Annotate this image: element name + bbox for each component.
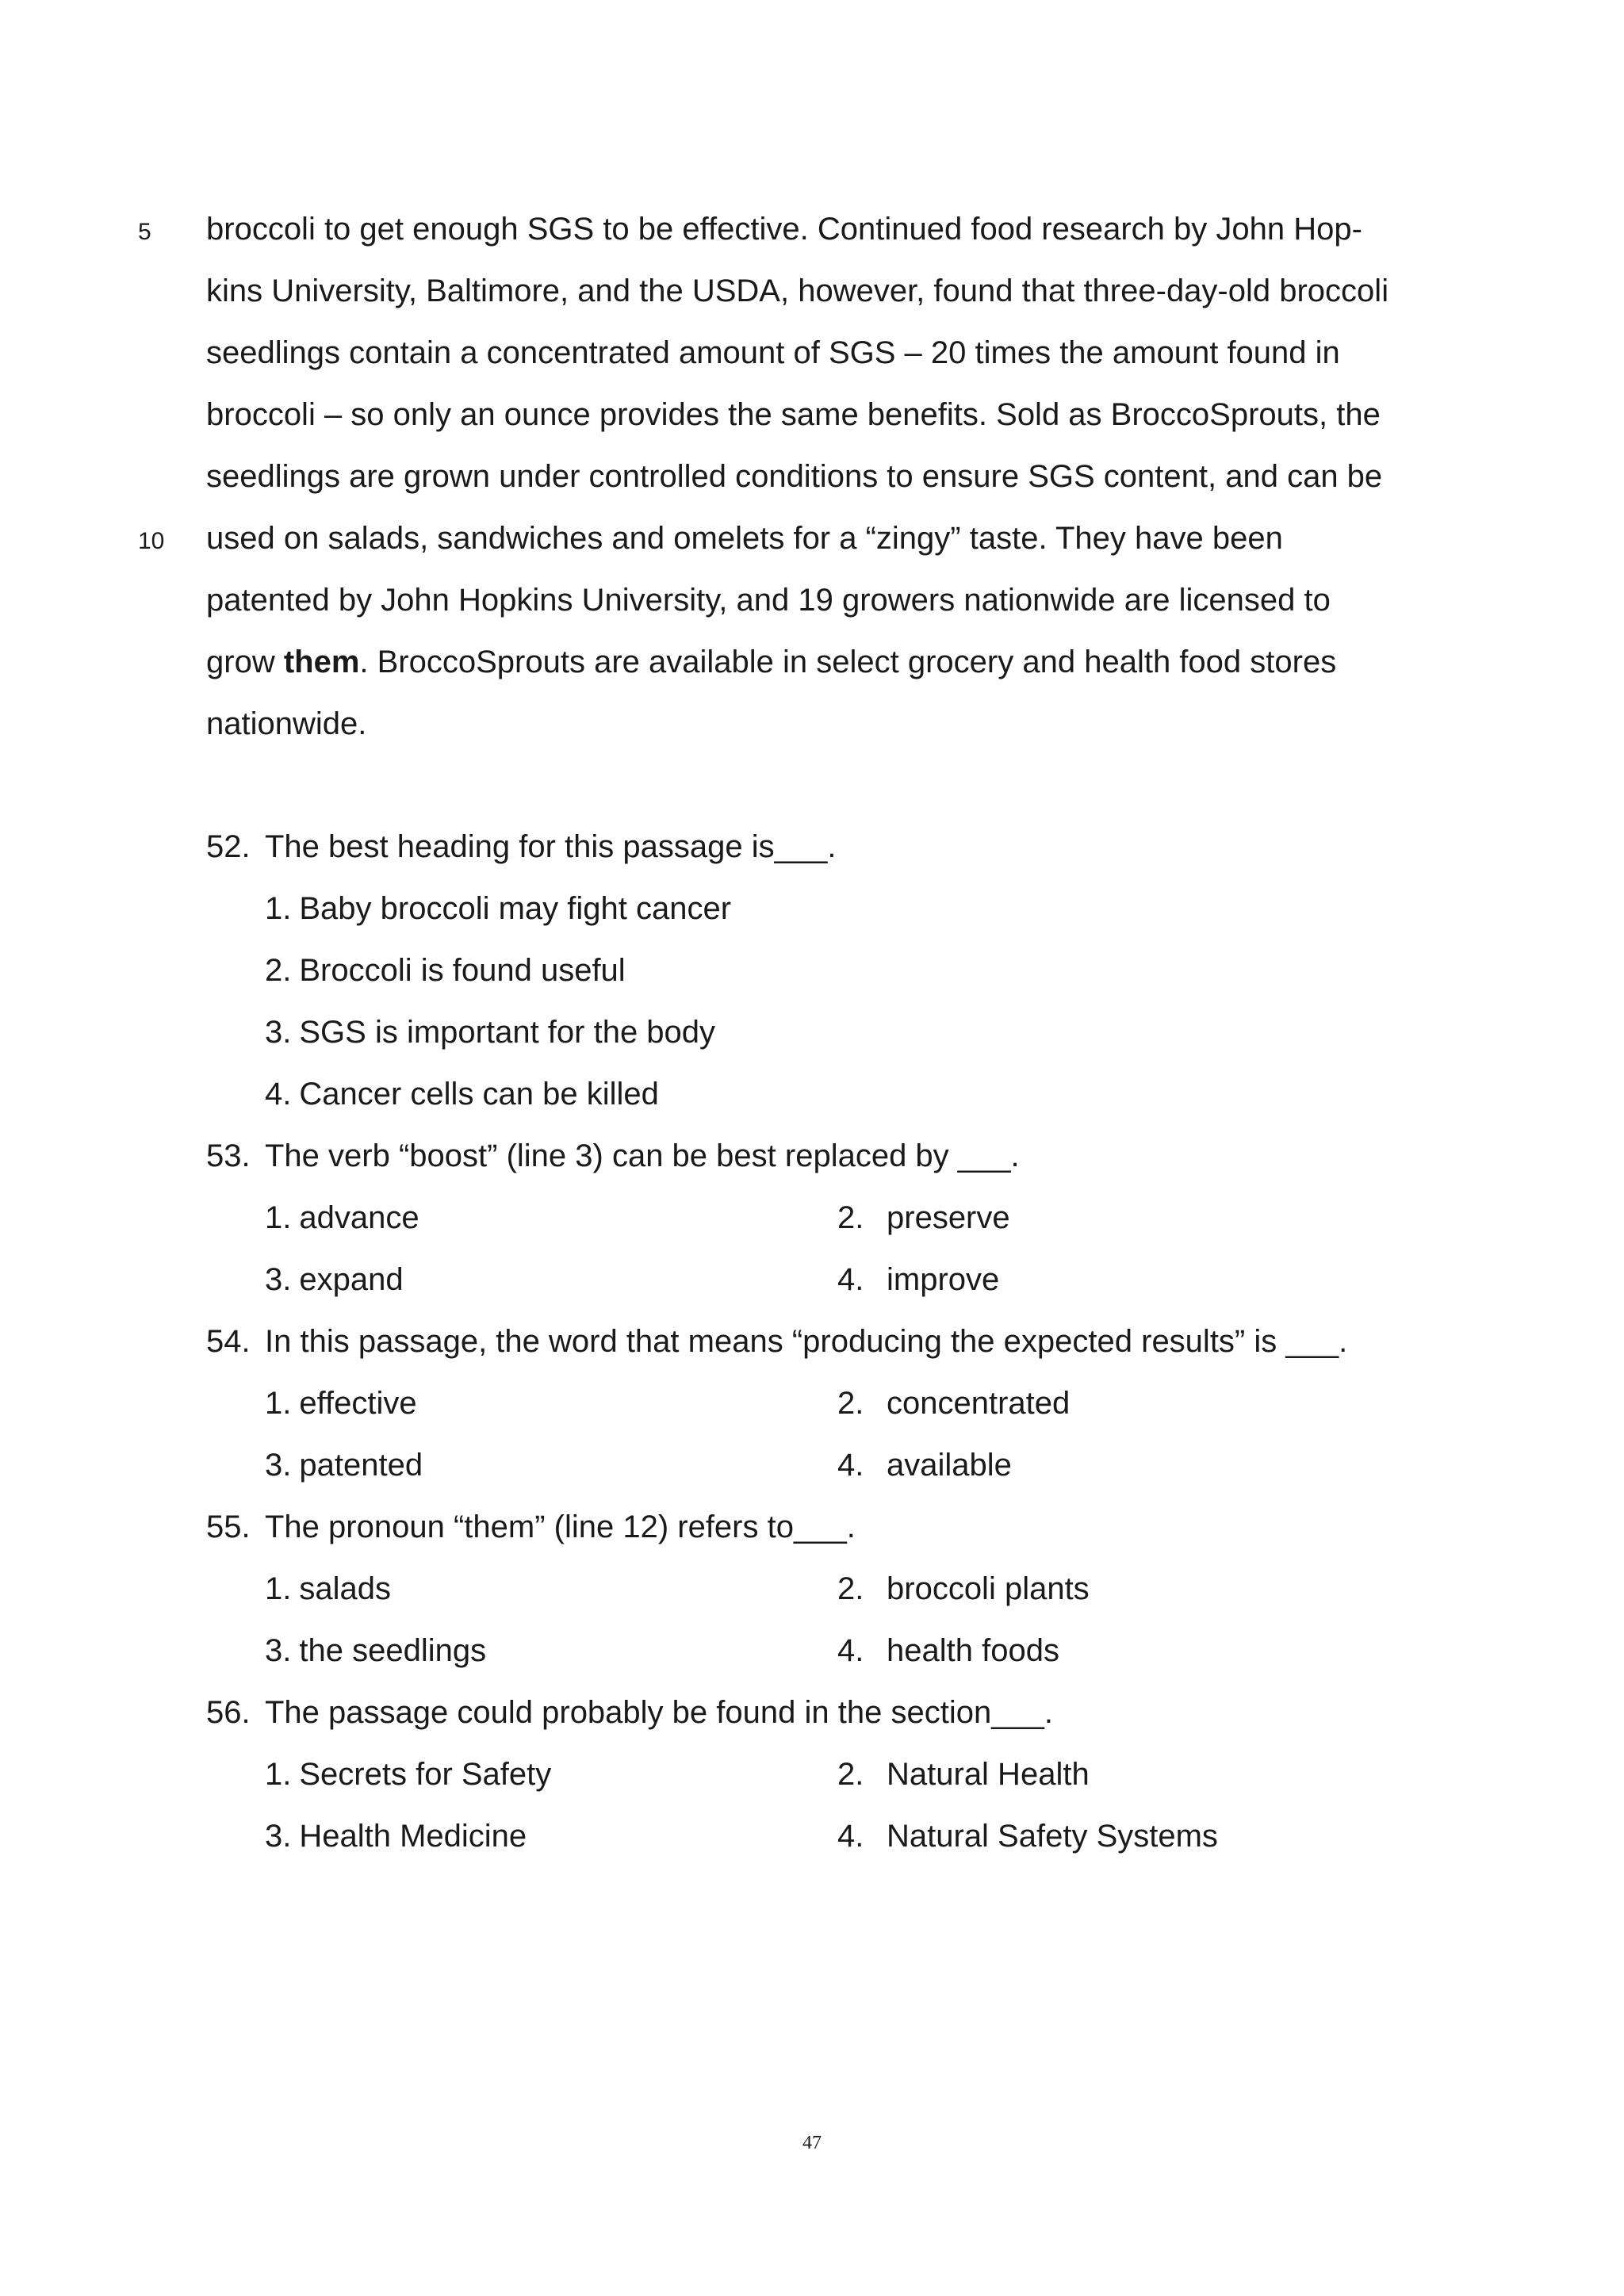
- answer-option[interactable]: [265, 1439, 423, 1491]
- answer-option[interactable]: [265, 1563, 391, 1615]
- question-53: [206, 1130, 1443, 1192]
- option-text: Health Medicine: [299, 1819, 527, 1854]
- answer-option-row: [206, 1192, 1443, 1253]
- passage-line: [206, 698, 1443, 760]
- passage-line: [206, 327, 1443, 388]
- option-text: health foods: [887, 1633, 1059, 1668]
- option-number: 3.: [265, 1448, 292, 1483]
- answer-option[interactable]: [206, 1068, 1443, 1130]
- question-55: [206, 1501, 1443, 1563]
- passage-line-text: seedlings are grown under controlled conditions to ensure SGS content, and can be: [206, 459, 1383, 494]
- option-number: 2.: [837, 1571, 864, 1606]
- answer-option[interactable]: [837, 1192, 1010, 1244]
- option-text: broccoli plants: [887, 1571, 1090, 1606]
- passage-line-text: used on salads, sandwiches and omelets for a “zingy” taste. They have been: [206, 521, 1283, 556]
- passage-line-text: broccoli – so only an ounce provides the same benefits. Sold as BroccoSprouts, the: [206, 397, 1381, 432]
- option-text: Natural Safety Systems: [887, 1819, 1218, 1854]
- option-number: 1.: [265, 1200, 292, 1235]
- option-number: 2.: [837, 1757, 864, 1792]
- question-text: The pronoun “them” (line 12) refers to___.: [265, 1510, 856, 1544]
- page-number: 47: [802, 2133, 822, 2153]
- passage-line: [206, 388, 1443, 450]
- option-number: 1.: [265, 891, 292, 926]
- passage-line-text: kins University, Baltimore, and the USDA, however, found that three-day-old broccoli: [206, 274, 1389, 308]
- passage-line: [206, 574, 1443, 636]
- passage-line-text: broccoli to get enough SGS to be effective. Continued food research by John Hop-: [206, 212, 1362, 247]
- option-text: the seedlings: [299, 1633, 487, 1668]
- option-number: 2.: [837, 1386, 864, 1421]
- question-number: 56.: [206, 1695, 251, 1730]
- passage-line-text: seedlings contain a concentrated amount of SGS – 20 times the amount found in: [206, 335, 1340, 370]
- answer-option[interactable]: [837, 1253, 999, 1306]
- answer-option[interactable]: [206, 944, 1443, 1006]
- option-number: 4.: [837, 1448, 864, 1483]
- passage-line-text-after: . BroccoSprouts are available in select grocery and health food stores: [359, 645, 1337, 679]
- option-number: 1.: [265, 1571, 292, 1606]
- option-text: effective: [299, 1386, 417, 1421]
- question-text: The verb “boost” (line 3) can be best replaced by ___.: [265, 1138, 1020, 1173]
- passage-line: [138, 512, 1443, 574]
- option-text: concentrated: [887, 1386, 1071, 1421]
- passage-line: [206, 450, 1443, 512]
- option-number: 4.: [837, 1819, 864, 1854]
- option-text: Baby broccoli may fight cancer: [299, 891, 732, 926]
- passage-line: [138, 203, 1443, 265]
- option-number: 3.: [265, 1633, 292, 1668]
- answer-option[interactable]: [265, 1377, 417, 1429]
- option-text: patented: [299, 1448, 423, 1483]
- answer-option-row: [206, 1439, 1443, 1501]
- question-number: 52.: [206, 829, 251, 864]
- answer-option[interactable]: [265, 1748, 551, 1800]
- question-number: 55.: [206, 1510, 251, 1544]
- question-54: [206, 1315, 1443, 1377]
- answer-option[interactable]: [837, 1624, 1059, 1677]
- answer-option[interactable]: [837, 1810, 1218, 1862]
- option-text: preserve: [887, 1200, 1010, 1235]
- passage-line-text-before: grow: [206, 645, 284, 679]
- option-number: 4.: [837, 1262, 864, 1297]
- option-number: 4.: [837, 1633, 864, 1668]
- option-text: Broccoli is found useful: [299, 953, 626, 988]
- line-number: 10: [138, 528, 165, 554]
- question-list: [206, 821, 1443, 1872]
- option-number: 3.: [265, 1819, 292, 1854]
- reading-passage: [138, 203, 1443, 760]
- answer-option[interactable]: [265, 1624, 486, 1677]
- answer-option[interactable]: [837, 1439, 1012, 1491]
- answer-option[interactable]: [265, 1810, 527, 1862]
- option-text: Natural Health: [887, 1757, 1090, 1792]
- answer-option-row: [206, 1563, 1443, 1624]
- bold-word: them: [283, 645, 360, 679]
- option-number: 2.: [837, 1200, 864, 1235]
- answer-option[interactable]: [206, 882, 1443, 944]
- option-text: Cancer cells can be killed: [299, 1077, 659, 1112]
- option-text: improve: [887, 1262, 1000, 1297]
- answer-option[interactable]: [265, 1192, 419, 1244]
- answer-option[interactable]: [206, 1006, 1443, 1068]
- option-text: Secrets for Safety: [299, 1757, 552, 1792]
- question-number: 54.: [206, 1324, 251, 1359]
- option-text: SGS is important for the body: [299, 1015, 716, 1050]
- answer-option-row: [206, 1624, 1443, 1686]
- passage-line: [206, 636, 1443, 698]
- option-number: 2.: [265, 953, 292, 988]
- option-number: 3.: [265, 1262, 292, 1297]
- answer-option[interactable]: [837, 1377, 1070, 1429]
- option-text: expand: [299, 1262, 404, 1297]
- answer-option[interactable]: [837, 1563, 1090, 1615]
- option-text: advance: [299, 1200, 419, 1235]
- answer-option[interactable]: [837, 1748, 1090, 1800]
- line-number: 5: [138, 219, 151, 245]
- passage-line-text: patented by John Hopkins University, and 19 growers nationwide are licensed to: [206, 583, 1331, 618]
- option-number: 3.: [265, 1015, 292, 1050]
- option-number: 1.: [265, 1386, 292, 1421]
- question-56: [206, 1686, 1443, 1748]
- answer-option-row: [206, 1377, 1443, 1439]
- option-number: 4.: [265, 1077, 292, 1112]
- passage-line-text: nationwide.: [206, 706, 367, 741]
- option-number: 1.: [265, 1757, 292, 1792]
- answer-option[interactable]: [265, 1253, 404, 1306]
- passage-line: [206, 265, 1443, 327]
- question-text: The best heading for this passage is___.: [265, 829, 837, 864]
- answer-option-row: [206, 1810, 1443, 1872]
- option-text: available: [887, 1448, 1012, 1483]
- question-number: 53.: [206, 1138, 251, 1173]
- question-text: The passage could probably be found in the section___.: [265, 1695, 1054, 1730]
- question-text: In this passage, the word that means “producing the expected results” is ___.: [265, 1324, 1348, 1359]
- option-text: salads: [299, 1571, 391, 1606]
- question-52: [206, 821, 1443, 882]
- answer-option-row: [206, 1748, 1443, 1810]
- answer-option-row: [206, 1253, 1443, 1315]
